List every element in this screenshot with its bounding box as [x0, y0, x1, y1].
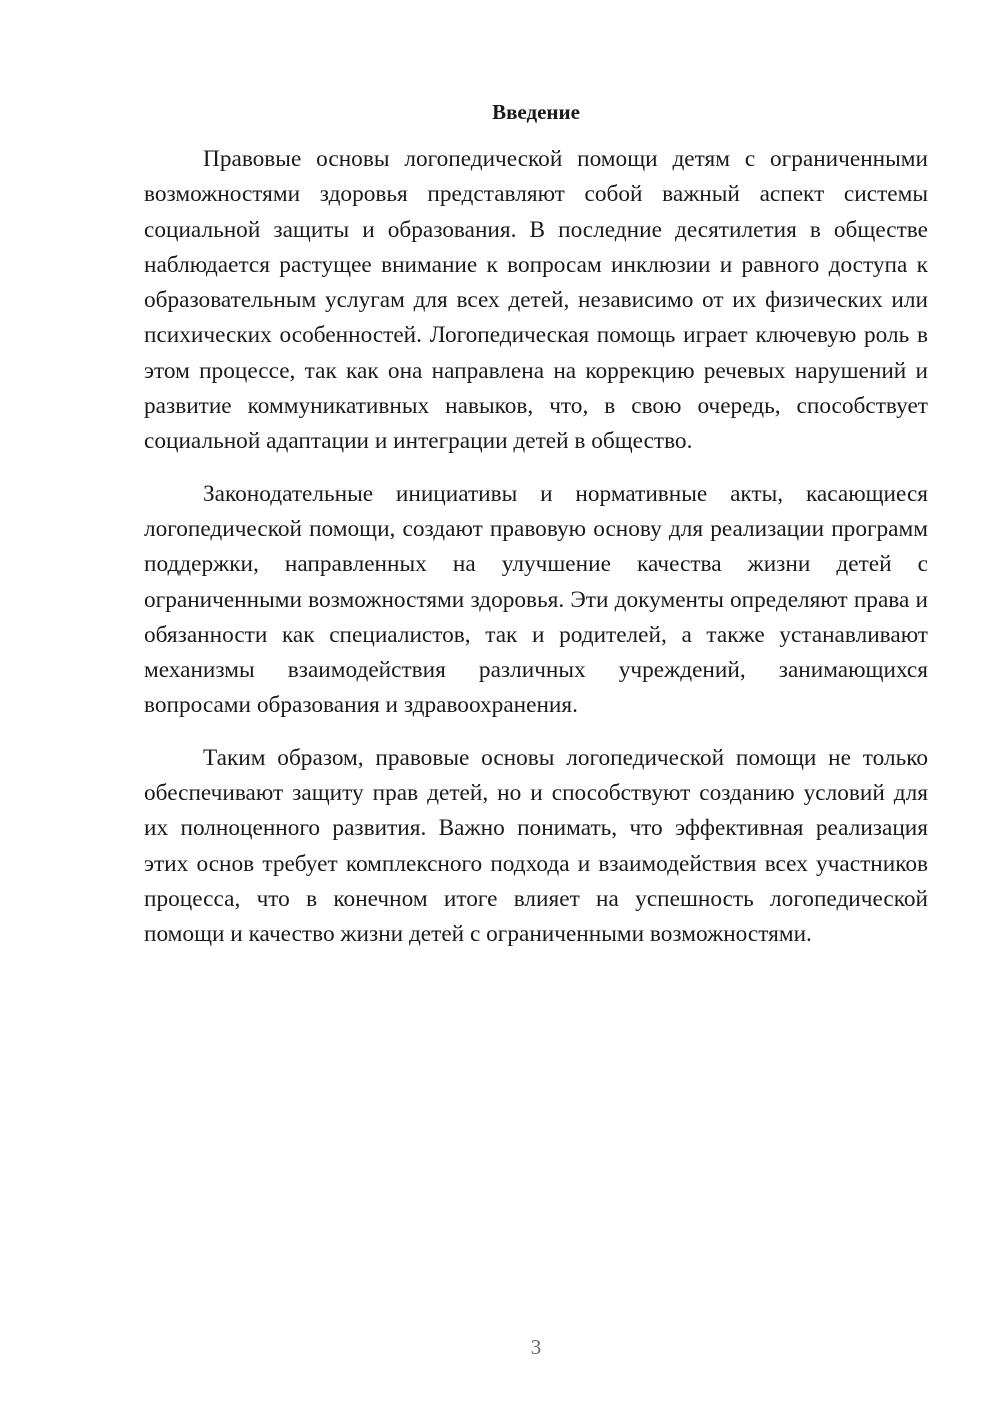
paragraph-1: Правовые основы логопедической помощи детям с ограниченными возможностями здоровья представляют собой важный аспект системы социальной защиты и образования. В последние десятилетия в обществе наблюдается растущее внимание к вопросам инклюзии и равного доступа к образовательным услугам для всех детей, независимо от их физических или психических особенностей. Логопедическая помощь играет ключевую роль в этом процессе, так как она направлена на коррекцию речевых нарушений и развитие коммуникативных навыков, что, в свою очередь, способствует социальной адаптации и интеграции детей в общество.: [144, 146, 928, 455]
page-number: 3: [530, 1335, 542, 1359]
paragraph-2: Законодательные инициативы и нормативные акты, касающиеся логопедической помощи, создают правовую основу для реализации программ поддержки, направленных на улучшение качества жизни детей с ограниченными возможностями здоровья. Эти документы определяют права и обязанности как специалистов, так и родителей, а также устанавливают механизмы взаимодействия различных учреждений, занимающихся вопросами образования и здравоохранения.: [144, 480, 928, 719]
section-heading: Введение: [492, 100, 580, 124]
body-text: [144, 142, 928, 970]
paragraph-3: Таким образом, правовые основы логопедической помощи не только обеспечивают защиту прав детей, но и способствуют созданию условий для их полноценного развития. Важно понимать, что эффективная реализация этих основ требует комплексного подхода и взаимодействия всех участников процесса, что в конечном итоге влияет на успешность логопедической помощи и качество жизни детей с ограниченными возможностями.: [144, 744, 928, 948]
